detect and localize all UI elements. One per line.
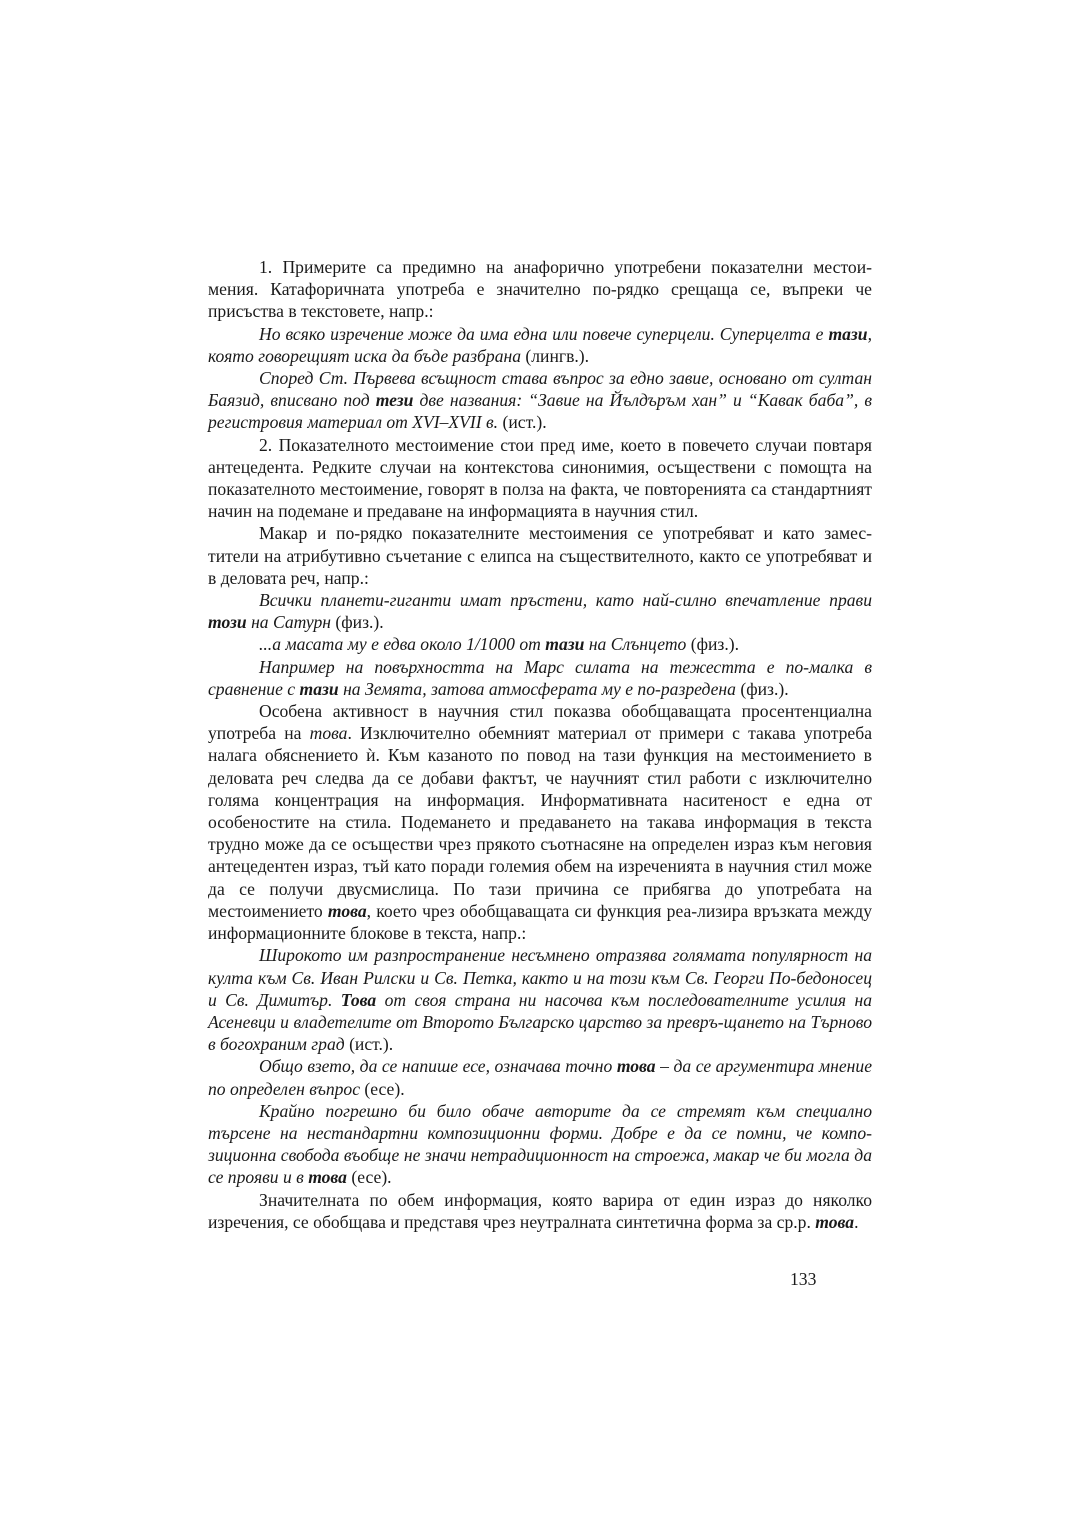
page-number: 133 <box>790 1269 817 1289</box>
text-run: на Сатурн <box>246 612 332 633</box>
text-run: , което чрез обобщаващата си функция реа-лизира връзката между информационните блокове в текста, напр.: <box>208 900 873 944</box>
body-paragraph <box>208 1189 872 1233</box>
text-run: 1. Примерите са предимно на анафорично употребени показателни местои-мения. Катафоричната употреба е значително по-рядко срещаща се, въпреки че присъства в текстовете, напр.: <box>208 257 872 322</box>
source-label: (есе). <box>346 1167 392 1188</box>
text-run: Макар и по-рядко показателните местоимения се употребяват и като замес-тители на атрибутивно съчетание с елипса на съществителното, както се употребяват и в деловата реч, напр.: <box>208 523 872 588</box>
source-label: (физ.). <box>331 612 384 633</box>
text-run: Широкото им разпространение несъмнено отразява голямата популярност на култа към Св. Иван Рилски и Св. Петка, както и на този към Св. Георги По-бедоносец и Св. Димитър. <box>208 945 872 1010</box>
text-run: Значителната по обем информация, която варира от един израз до няколко изречения, се обобщава и представя чрез неутралната синтетична форма за ср.р. <box>208 1189 872 1232</box>
example-paragraph <box>208 656 872 700</box>
source-label: (физ.). <box>686 634 740 655</box>
text-run: Според Ст. Първева всъщност става въпрос за едно завие, основано от султан Баязид, вписвано под <box>208 368 872 411</box>
emphasized-pronoun: тази <box>545 634 585 655</box>
emphasized-pronoun: това <box>327 900 367 921</box>
text-run: Всички планети-гиганти имат пръстени, като най-силно впечатление прави <box>259 590 872 611</box>
body-paragraph <box>208 256 872 323</box>
emphasized-pronoun: това <box>616 1056 656 1077</box>
text-run: ...а масата му е едва около 1/1000 от <box>259 634 546 655</box>
source-label: (лингв.). <box>521 345 590 366</box>
text-run: две названия: “Завие на Йълдъръм хан” и “Кавак баба”, в регистровия материал от XVI–XVII в. <box>208 390 872 433</box>
example-paragraph <box>208 1100 872 1189</box>
text-run: на Земята, затова атмосферата му е по-разредена <box>338 678 736 699</box>
example-paragraph <box>208 589 872 633</box>
text-run: , която говорещият иска да бъде разбрана <box>208 323 872 366</box>
text-run: от своя страна ни насочва към последователните усилия на Асеневци и владетелите от Второто Българско царство за превръ-щането на Търново в богохраним град <box>208 989 872 1055</box>
text-run: Крайно погрешно би било обаче авторите да се стремят към специално търсене на нестандартни композиционни форми. Добре е да се помни, че компо-зиционна свобода въобще не значи нетрадиционност на строежа, макар че би могла да се прояви и в <box>208 1100 872 1188</box>
source-label: (физ.). <box>735 678 789 699</box>
text-run: Особена активност в научния стил показва обобщаващата просентенциална употреба на <box>208 701 872 744</box>
text-run: . <box>854 1211 859 1232</box>
emphasized-pronoun: този <box>208 612 247 633</box>
example-paragraph <box>208 1055 872 1099</box>
example-paragraph <box>208 367 872 434</box>
body-paragraph <box>208 700 872 944</box>
example-paragraph <box>208 944 872 1055</box>
source-label: (есе). <box>360 1078 405 1099</box>
body-paragraph <box>208 522 872 589</box>
example-paragraph <box>208 633 872 655</box>
example-paragraph <box>208 323 872 367</box>
source-label: (ист.). <box>498 412 547 433</box>
text-run: – да се аргументира мнение по определен въпрос <box>208 1056 873 1099</box>
emphasized-pronoun: тези <box>375 390 414 411</box>
emphasized-pronoun: Това <box>340 989 377 1010</box>
text-run: Например на повърхността на Марс силата на тежестта е по-малка в сравнение с <box>208 656 872 699</box>
text-run: . Изключително обемният материал от примери с такава употреба налага обяснението ѝ. Към казаното по повод на тази функция на местоимението в деловата реч следва да се добави фактът, че научният стил работи с изключително голяма концентрация на информация. Информативната наситеност е една от особеностите на стила. Подемането и предаването на такава информация в текста трудно може да се осъществи чрез прякото съотнасяне на определен израз към неговия антецедентен израз, тъй като поради големия обем на изреченията в научния стил може да се получи двусмислица. По тази причина се прибягва до употребата на местоимението <box>208 723 872 921</box>
source-label: (ист.). <box>344 1034 394 1055</box>
emphasized-pronoun: тази <box>299 678 339 699</box>
body-text <box>208 256 872 1233</box>
text-run: Но всяко изречение може да има една или повече суперцели. Суперцелта е <box>259 323 829 344</box>
emphasized-pronoun: тази <box>828 323 868 344</box>
text-run: 2. Показателното местоимение стои пред име, което в повечето случаи повтаря антецедента. Редките случаи на контекстова синонимия, осъществени с помощта на показателното местоимение, говорят в полза на факта, че повторенията са стандартният начин на подемане и предаване на информацията в научния стил. <box>208 434 872 522</box>
emphasized-pronoun: това <box>308 1167 347 1188</box>
body-paragraph <box>208 434 872 523</box>
italic-term: това <box>309 723 348 744</box>
emphasized-pronoun: това <box>815 1211 855 1232</box>
text-run: Общо взето, да се напише есе, означава точно <box>259 1056 617 1077</box>
text-run: на Слънцето <box>584 634 687 655</box>
